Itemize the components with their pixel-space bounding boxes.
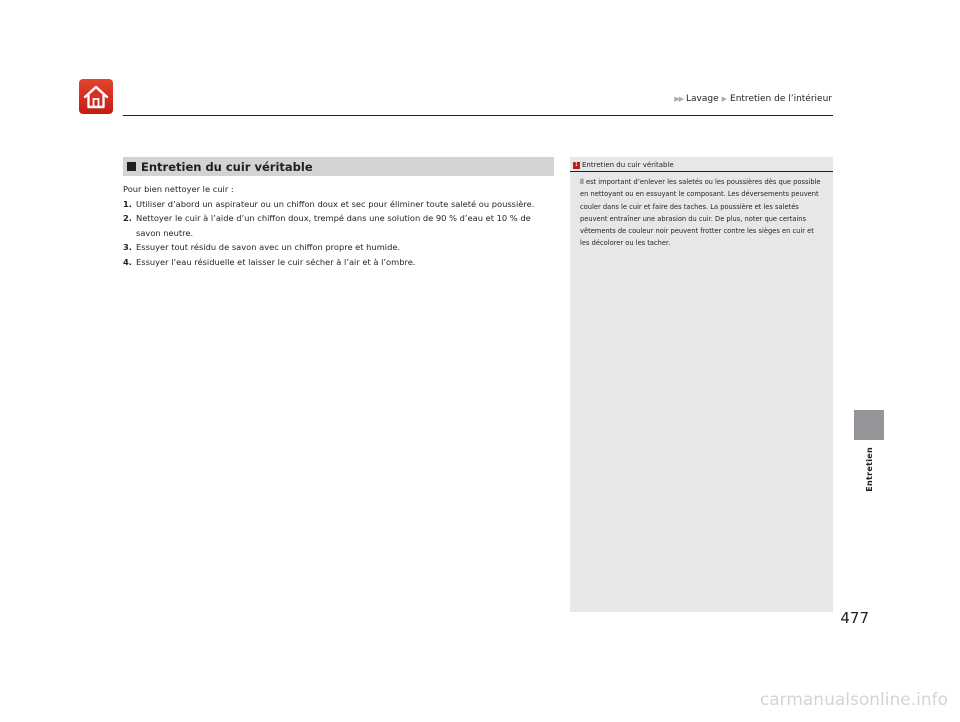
section-square-icon	[127, 162, 136, 171]
sidebar-note-body: Il est important d’enlever les saletés ou les poussières dès que possible en nettoyant ou en essuyant le composant. Les déversements peuvent couler dans le cuir et faire des taches. La poussière et les saletés peuvent entraîner une abrasion du cuir. De plus, noter que certains vêtements de couleur noir peuvent frotter contre les sièges en cuir et les décolorer ou les tacher.	[580, 178, 821, 248]
step-number: 3.	[123, 242, 132, 253]
section-intro: Pour bien nettoyer le cuir :	[123, 184, 234, 194]
step-text: Nettoyer le cuir à l’aide d’un chiffon doux, trempé dans une solution de 90 % d’eau et 10 % de savon neutre.	[136, 213, 531, 238]
watermark: carmanualsonline.info	[759, 690, 948, 710]
home-icon	[83, 85, 109, 109]
chapter-label	[862, 447, 876, 492]
list-item	[123, 255, 555, 270]
note-badge-icon: 1	[574, 161, 579, 168]
header-divider	[123, 115, 833, 116]
chapter-tab[interactable]	[854, 410, 884, 440]
list-item	[123, 211, 555, 240]
step-text: Utiliser d’abord un aspirateur ou un chiffon doux et sec pour éliminer toute saleté ou poussière.	[136, 198, 535, 209]
chapter-label-text: Entretien	[864, 447, 874, 492]
step-number: 1.	[123, 198, 132, 209]
breadcrumb-arrow-icon: ▶▶	[674, 95, 683, 103]
list-item	[123, 240, 555, 255]
step-number: 4.	[123, 256, 132, 267]
page-number: 477	[840, 609, 869, 627]
section-content	[123, 182, 555, 270]
home-button[interactable]	[79, 79, 113, 114]
breadcrumb-item-lavage[interactable]: Lavage	[686, 94, 719, 104]
breadcrumb-item-entretien-interieur[interactable]: Entretien de l’intérieur	[730, 94, 832, 104]
step-text: Essuyer tout résidu de savon avec un chiffon propre et humide.	[136, 242, 401, 253]
breadcrumb-arrow-icon: ▶	[721, 95, 728, 103]
section-header	[123, 157, 554, 176]
sidebar-note-title: Entretien du cuir véritable	[582, 161, 674, 169]
step-number: 2.	[123, 213, 132, 224]
section-title: Entretien du cuir véritable	[141, 159, 313, 174]
step-text: Essuyer l’eau résiduelle et laisser le cuir sécher à l’air et à l’ombre.	[136, 256, 416, 267]
sidebar-note	[570, 157, 833, 612]
steps-list	[123, 197, 555, 270]
sidebar-note-header	[570, 159, 833, 172]
list-item	[123, 197, 555, 212]
breadcrumb	[674, 94, 832, 104]
